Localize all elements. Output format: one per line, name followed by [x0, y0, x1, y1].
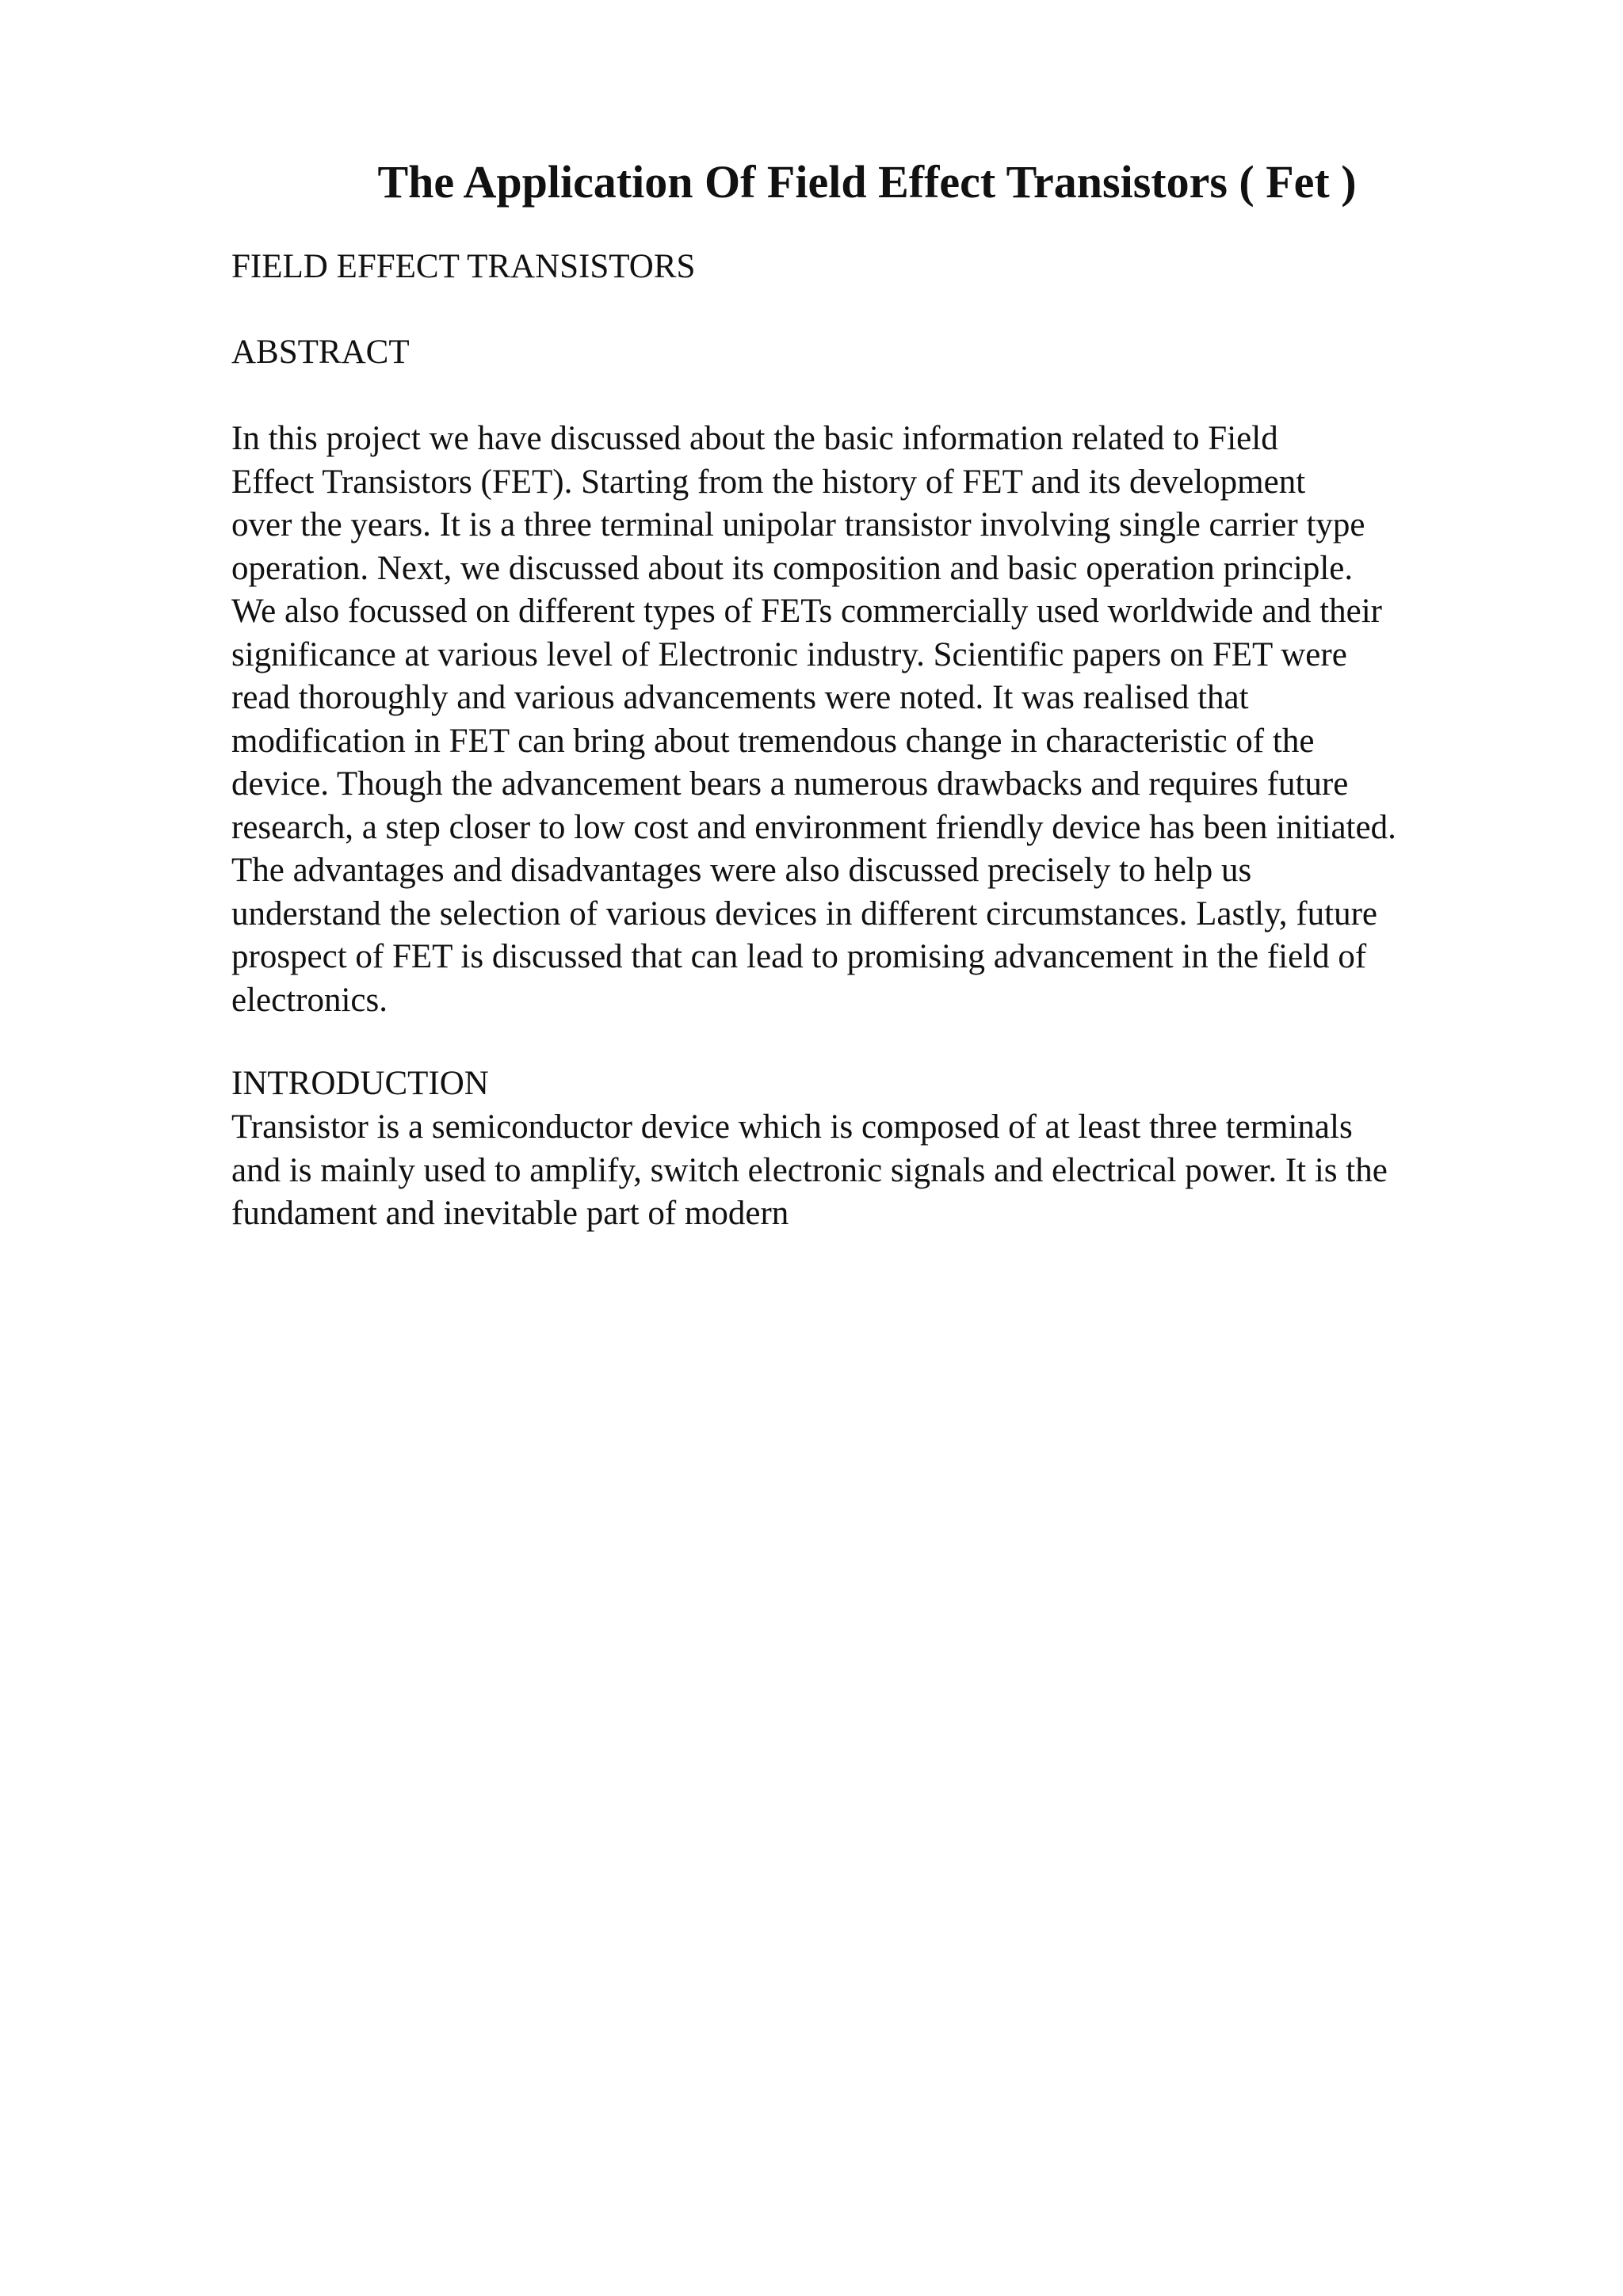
abstract-heading: ABSTRACT: [231, 334, 410, 371]
introduction-paragraph: [231, 1106, 1515, 1236]
abstract-line: read thoroughly and various advancements were noted. It was realised that: [231, 679, 1249, 716]
introduction-line: and is mainly used to amplify, switch electronic signals and electrical power. It is the: [231, 1151, 1388, 1189]
abstract-line: electronics.: [231, 981, 388, 1019]
abstract-line: understand the selection of various devices in different circumstances. Lastly, future: [231, 894, 1377, 933]
abstract-line: Effect Transistors (FET). Starting from the history of FET and its development: [231, 463, 1306, 501]
abstract-line: research, a step closer to low cost and environment friendly device has been initiated.: [231, 808, 1396, 846]
abstract-line: over the years. It is a three terminal unipolar transistor involving single carrier type: [231, 506, 1365, 543]
abstract-line: operation. Next, we discussed about its composition and basic operation principle.: [231, 549, 1354, 587]
abstract-paragraph: [231, 418, 1515, 1022]
document-title: The Application Of Field Effect Transistors ( Fet ): [377, 156, 1357, 208]
abstract-line: In this project we have discussed about the basic information related to Field: [231, 420, 1278, 457]
abstract-line: modification in FET can bring about tremendous change in characteristic of the: [231, 722, 1315, 760]
introduction-line: fundament and inevitable part of modern: [231, 1195, 789, 1232]
abstract-line: We also focussed on different types of FETs commercially used worldwide and their: [231, 593, 1382, 630]
introduction-heading: INTRODUCTION: [231, 1065, 489, 1102]
introduction-line: Transistor is a semiconductor device which is composed of at least three terminals: [231, 1108, 1353, 1146]
abstract-line: significance at various level of Electronic industry. Scientific papers on FET were: [231, 635, 1347, 673]
abstract-line: device. Though the advancement bears a numerous drawbacks and requires future: [231, 765, 1349, 803]
document-subtitle: FIELD EFFECT TRANSISTORS: [231, 248, 696, 285]
abstract-line: The advantages and disadvantages were also discussed precisely to help us: [231, 852, 1252, 889]
abstract-line: prospect of FET is discussed that can lead to promising advancement in the field of: [231, 938, 1367, 975]
